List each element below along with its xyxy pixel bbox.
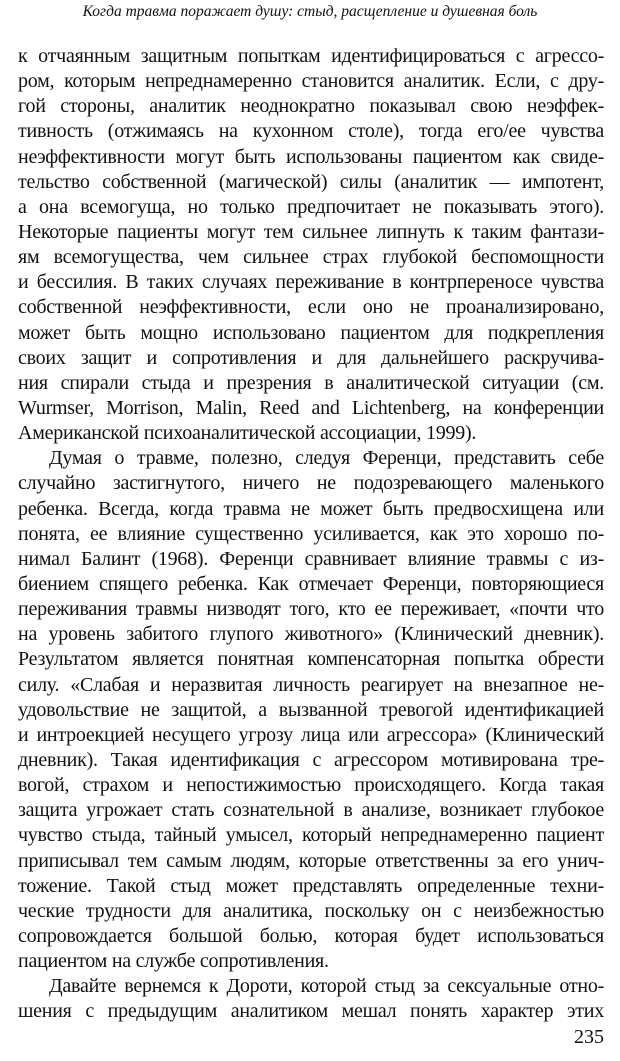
text-line: собственной неэффективности, если оно не проанализировано, (18, 296, 604, 319)
text-line: тельство собственной (магической) силы (аналитик — импотент, (18, 170, 604, 193)
text-line: случайно застигнутого, ничего не подозревающего маленького (18, 472, 604, 495)
text-line: ребенка. Всегда, когда травма не может быть предвосхищена или (18, 497, 604, 520)
text-line: дневник). Такая идентификация с агрессором мотивирована тре- (18, 748, 604, 771)
text-line: приписывал тем самым людям, которые ответственны за его унич- (18, 849, 604, 872)
text-line: на уровень забитого глупого животного» (Клинический дневник). (18, 623, 604, 646)
text-line: шения с предыдущим аналитиком мешал понять характер этих (18, 1000, 604, 1023)
text-line: биением спящего ребенка. Как отмечает Ференци, повторяющиеся (18, 572, 604, 595)
paragraph (18, 446, 604, 974)
text-line: нимал Балинт (1968). Ференци сравнивает влияние травмы с из- (18, 547, 604, 570)
text-line: ром, которым непреднамеренно становится аналитик. Если, с дру- (18, 70, 604, 93)
text-line: к отчаянным защитным попыткам идентифицироваться с агрессо- (18, 45, 604, 67)
paragraph (18, 974, 604, 1024)
text-line: неэффективности могут быть использованы пациентом как свиде- (18, 145, 604, 168)
text-line: сопровождается большой болью, которая будет использоваться (18, 924, 604, 947)
text-line: Думая о травме, полезно, следуя Ференци, представить себе (49, 447, 604, 470)
text-line: вогой, страхом и непостижимостью происходящего. Когда такая (18, 774, 604, 797)
text-line: ческие трудности для аналитика, поскольку он с неизбежностью (18, 899, 604, 922)
text-line: ния спирали стыда и презрения в аналитической ситуации (см. (18, 371, 604, 394)
text-line: Американской психоаналитической ассоциации, 1999). (18, 422, 477, 445)
page-number: 235 (574, 1026, 604, 1048)
text-line: и интроекцией несущего угрозу лица или агрессора» (Клинический (18, 723, 604, 746)
text-line: пациентом на службе сопротивления. (18, 950, 329, 973)
text-line: может быть мощно использовано пациентом для подкрепления (18, 321, 604, 344)
text-line: понята, ее влияние существенно усиливается, как это хорошо по- (18, 522, 604, 545)
text-line: гой стороны, аналитик неоднократно показывал свою неэффек- (18, 95, 604, 118)
paragraph (18, 44, 604, 446)
text-line: переживания травмы низводят того, кто ее переживает, «почти что (18, 598, 604, 621)
text-line: Некоторые пациенты могут тем сильнее липнуть к таким фантази- (18, 220, 604, 243)
text-line: удовольствие не защитой, а вызванной тревогой идентификацией (18, 698, 604, 721)
text-line: защита угрожает стать сознательной в анализе, возникает глубокое (18, 799, 604, 822)
text-line: Результатом является понятная компенсаторная попытка обрести (18, 648, 604, 671)
text-line: чувство стыда, тайный умысел, который непреднамеренно пациент (18, 824, 604, 847)
text-line: Давайте вернемся к Дороти, которой стыд за сексуальные отно- (49, 975, 604, 998)
text-line: а она всемогуща, но только предпочитает не показывать этого). (18, 195, 604, 218)
running-header: Когда травма поражает душу: стыд, расщепление и душевная боль (82, 3, 538, 20)
text-line: тожение. Такой стыд может представлять определенные техни- (18, 874, 604, 897)
text-line: силу. «Слабая и неразвитая личность реагирует на внезапное не- (18, 673, 604, 696)
body-text (18, 44, 604, 1024)
text-line: своих защит и сопротивления и для дальнейшего раскручива- (18, 346, 604, 369)
text-line: Wurmser, Morrison, Malin, Reed and Lichtenberg, на конференции (18, 396, 604, 419)
text-line: и бессилия. В таких случаях переживание в контрпереносе чувства (18, 271, 604, 294)
text-line: тивность (отжимаясь на кухонном столе), тогда его/ее чувства (18, 120, 604, 143)
text-line: ям всемогущества, чем сильнее страх глубокой беспомощности (18, 246, 604, 269)
